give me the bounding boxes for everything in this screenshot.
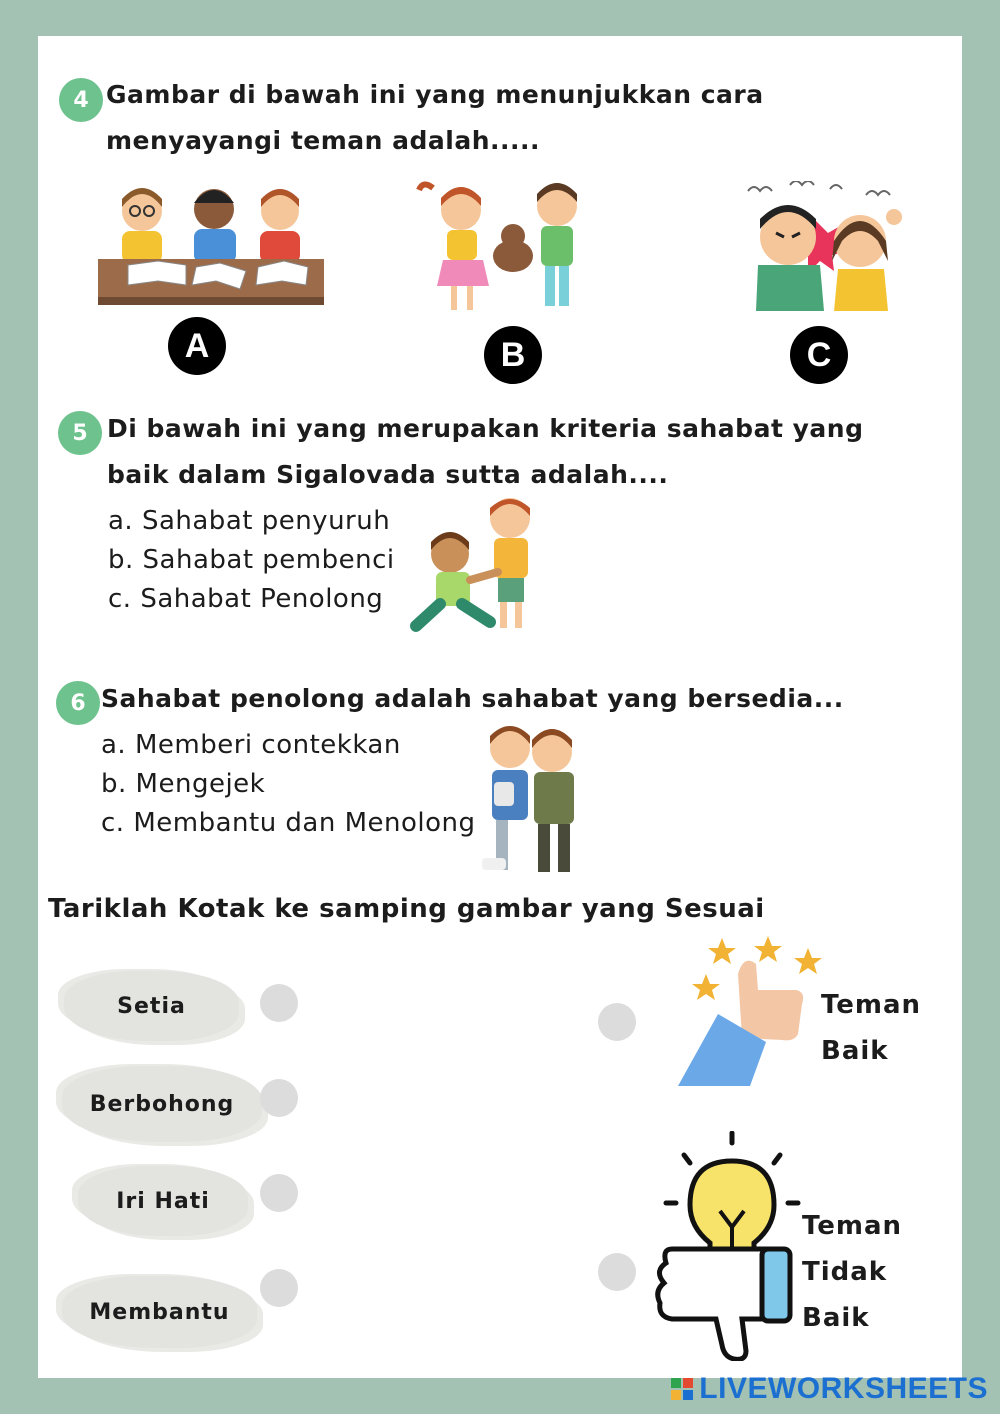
choice-a-label[interactable]: A bbox=[168, 317, 226, 375]
question-text: Gambar di bawah ini yang menunjukkan cara bbox=[106, 80, 764, 109]
drag-box-iri-hati[interactable]: Iri Hati bbox=[78, 1166, 248, 1236]
match-dot-teman-tidak-baik[interactable] bbox=[598, 1253, 636, 1291]
kid-helping-friend-up-illustration bbox=[410, 496, 555, 636]
match-dot-iri-hati[interactable] bbox=[260, 1174, 298, 1212]
match-dot-teman-baik[interactable] bbox=[598, 1003, 636, 1041]
question-text: baik dalam Sigalovada sutta adalah.... bbox=[107, 460, 669, 489]
answer-option[interactable]: b. Sahabat pembenci bbox=[108, 545, 395, 575]
thumbs-down-lightbulb-icon bbox=[650, 1131, 805, 1361]
thumbs-up-stars-icon bbox=[678, 934, 828, 1089]
answer-option[interactable]: c. Membantu dan Menolong bbox=[101, 808, 476, 838]
liveworksheets-logo bbox=[671, 1372, 988, 1406]
drag-box-membantu[interactable]: Membantu bbox=[62, 1276, 257, 1348]
answer-option[interactable]: c. Sahabat Penolong bbox=[108, 584, 384, 614]
worksheet-page bbox=[38, 36, 962, 1378]
logo-mark-icon bbox=[671, 1378, 693, 1400]
choice-c-label[interactable]: C bbox=[790, 326, 848, 384]
answer-option[interactable]: a. Memberi contekkan bbox=[101, 730, 401, 760]
match-dot-membantu[interactable] bbox=[260, 1269, 298, 1307]
drag-box-berbohong[interactable]: Berbohong bbox=[62, 1066, 262, 1142]
question-text: menyayangi teman adalah..... bbox=[106, 126, 541, 155]
question-text: Sahabat penolong adalah sahabat yang bersedia... bbox=[101, 684, 844, 713]
logo-text: LIVEWORKSHEETS bbox=[699, 1372, 988, 1405]
question-number-badge: 4 bbox=[59, 78, 103, 122]
choice-b-label[interactable]: B bbox=[484, 326, 542, 384]
answer-option[interactable]: a. Sahabat penyuruh bbox=[108, 506, 391, 536]
kids-studying-illustration bbox=[98, 181, 328, 311]
target-label-line: Tidak bbox=[802, 1257, 888, 1287]
match-dot-berbohong[interactable] bbox=[260, 1079, 298, 1117]
kids-angry-illustration bbox=[738, 181, 908, 321]
target-label-teman-baik bbox=[821, 982, 921, 1074]
answer-option[interactable]: b. Mengejek bbox=[101, 769, 266, 799]
question-number-badge: 5 bbox=[58, 411, 102, 455]
drag-box-setia[interactable]: Setia bbox=[64, 971, 239, 1041]
target-label-line: Teman bbox=[802, 1211, 903, 1241]
matching-instructions: Tariklah Kotak ke samping gambar yang Sesuai bbox=[48, 894, 765, 924]
match-dot-setia[interactable] bbox=[260, 984, 298, 1022]
kids-fighting-over-teddy-illustration bbox=[413, 176, 588, 321]
target-label-teman-tidak-baik bbox=[802, 1203, 902, 1341]
target-label-line: Baik bbox=[821, 1036, 889, 1066]
question-text: Di bawah ini yang merupakan kriteria sahabat yang bbox=[107, 414, 864, 443]
question-number-badge: 6 bbox=[56, 681, 100, 725]
target-label-line: Teman bbox=[821, 990, 922, 1020]
target-label-line: Baik bbox=[802, 1303, 870, 1333]
friend-supporting-injured-friend-illustration bbox=[476, 722, 591, 882]
